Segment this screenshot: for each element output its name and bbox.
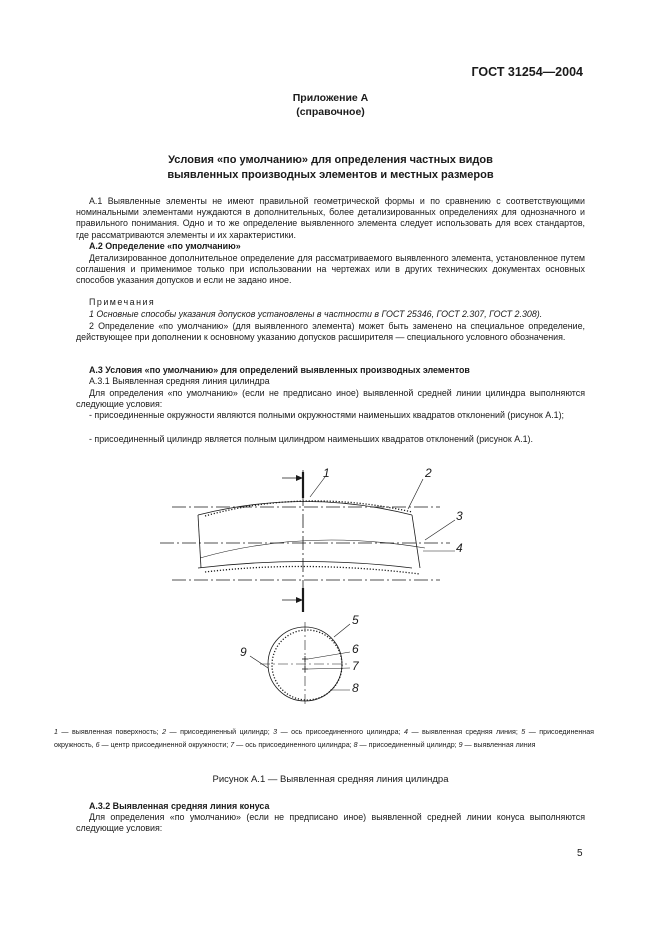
list-item-a31-2: - присоединенный цилиндр является полным цилиндром наименьших квадратов отклонений (рисунок А.1). <box>89 434 533 444</box>
list-item-a31-1: - присоединенные окружности являются полными окружностями наименьших квадратов отклонений (рисунок А.1); <box>89 410 565 420</box>
figure-label-3: 3 <box>456 509 463 523</box>
appendix-title: Приложение А <box>292 92 369 104</box>
figure-label-5: 5 <box>352 613 359 627</box>
figure-label-4: 4 <box>456 541 463 555</box>
real-surface-bottom <box>198 562 412 569</box>
associated-cylinder-bottom <box>205 566 420 574</box>
notes-heading: Примечания <box>89 297 156 307</box>
page-number: 5 <box>577 848 583 859</box>
document-code: ГОСТ 31254—2004 <box>471 65 583 79</box>
heading-a32: А.3.2 Выявленная средняя линия конуса <box>89 801 270 811</box>
figure-label-6: 6 <box>352 642 359 656</box>
figure-label-7: 7 <box>352 659 359 673</box>
real-surface-right-end <box>412 515 420 568</box>
heading-a31: А.3.1 Выявленная средняя линия цилиндра <box>89 376 270 386</box>
associated-circle <box>272 630 342 700</box>
main-title-line-2: выявленных производных элементов и местных размеров <box>167 169 494 181</box>
real-surface-left-end <box>198 515 201 568</box>
figure-title: Рисунок А.1 — Выявленная средняя линия цилиндра <box>212 774 449 785</box>
note-1: 1 Основные способы указания допусков установлены в частности в ГОСТ 25346, ГОСТ 2.307, ГОСТ 2.308). <box>89 309 543 319</box>
figure-label-1: 1 <box>323 466 330 480</box>
note-2: 2 Определение «по умолчанию» (для выявленного элемента) может быть заменено на специальное определение, действующее при дополнении к основному указанию допусков расширителя — специального условного обозначения. <box>76 321 585 343</box>
paragraph-a32: Для определения «по умолчанию» (если не предписано иное) выявленной средней линии конуса выполняются следующие условия: <box>76 812 585 834</box>
heading-a3: А.3 Условия «по умолчанию» для определений выявленных производных элементов <box>89 365 470 375</box>
paragraph-a1: А.1 Выявленные элементы не имеют правильной геометрической формы и по сравнению с соответствующими номинальными элементами нуждаются в дополнительных, более детализированных определениях для однозначного и правильного понимания. Одно и то же определение выявленного элемента следует использовать для всех стандартов, где рассматриваются элементы и их характеристики. <box>76 196 585 240</box>
main-title-line-1: Условия «по умолчанию» для определения частных видов <box>168 154 493 166</box>
figure-label-9: 9 <box>240 645 247 659</box>
paragraph-a31: Для определения «по умолчанию» (если не предписано иное) выявленной средней линии цилиндра выполняются следующие условия: <box>76 388 585 410</box>
real-surface-top <box>198 502 412 516</box>
heading-a2: А.2 Определение «по умолчанию» <box>89 241 241 251</box>
paragraph-a2: Детализированное дополнительное определение для рассматриваемого выявленного элемента, установленное путем соглашения и применимое только при использовании на чертежах или в других технических документах основных способов указания допусков и если не задано иное. <box>76 253 585 286</box>
appendix-subtitle: (справочное) <box>296 106 365 118</box>
figure-legend: 1 — выявленная поверхность; 2 — присоединенный цилиндр; 3 — ось присоединенного цилиндра; 4 — выявленная средняя линия; 5 — присоединенная окружность, 6 — центр присоединенной окружности; 7 — ось присоединенного цилиндра; 8 — присоединенный цилиндр; 9 — выявленная линия <box>54 728 594 749</box>
figure-label-8: 8 <box>352 681 359 695</box>
figure-label-2: 2 <box>425 466 432 480</box>
